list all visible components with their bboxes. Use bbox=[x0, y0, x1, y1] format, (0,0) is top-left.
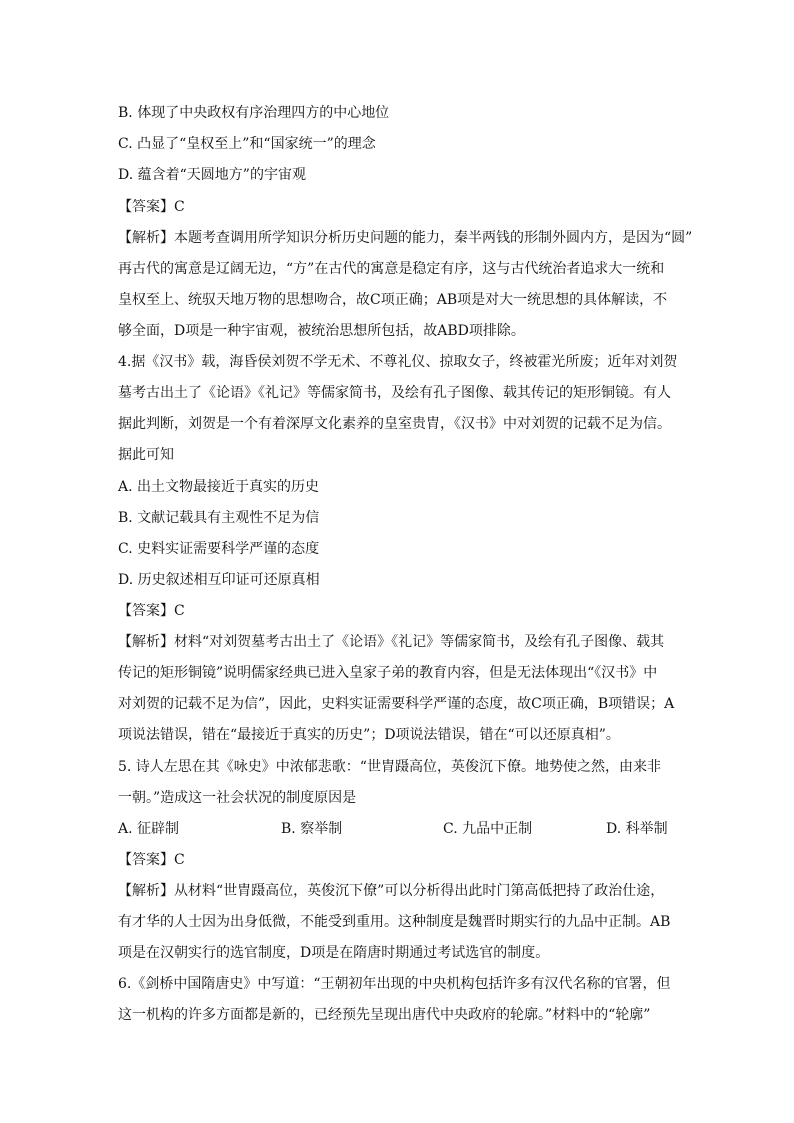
analysis-q5-line1: 【解析】从材料“世胄蹑高位，英俊沉下僚”可以分析得出此时门第高低把持了政治仕途， bbox=[118, 883, 665, 899]
question-5-line2: 一朝。”造成这一社会状况的制度原因是 bbox=[118, 790, 357, 806]
question-4-line4: 据此可知 bbox=[118, 447, 174, 463]
analysis-q3-line3: 皇权至上、统驭天地万物的思想吻合，故C项正确；AB项是对大一统思想的具体解读，不 bbox=[118, 292, 668, 308]
analysis-q3-line1: 【解析】本题考查调用所学知识分析历史问题的能力，秦半两钱的形制外圆内方，是因为“圆” bbox=[118, 230, 693, 246]
analysis-q5-line3: 项是在汉朝实行的选官制度，D项是在隋唐时期通过考试选官的制度。 bbox=[118, 945, 550, 961]
q5-options-row bbox=[118, 819, 678, 839]
analysis-q3-line4: 够全面，D项是一种宇宙观，被统治思想所包括，故ABD项排除。 bbox=[118, 323, 525, 339]
analysis-q5-line2: 有才华的人士因为出身低微，不能受到重用。这种制度是魏晋时期实行的九品中正制。AB bbox=[118, 914, 671, 930]
option-d-q3: D. 蕴含着“天圆地方”的宇宙观 bbox=[118, 167, 306, 183]
option-b-q3: B. 体现了中央政权有序治理四方的中心地位 bbox=[118, 105, 390, 121]
analysis-q4-line4: 项说法错误，错在“最接近于真实的历史”；D项说法错误，错在“可以还原真相”。 bbox=[118, 727, 620, 743]
question-4-line2: 墓考古出土了《论语》《礼记》等儒家简书，及绘有孔子图像、载其传记的矩形铜镜。有人 bbox=[118, 385, 671, 401]
answer-q5: 【答案】C bbox=[118, 852, 185, 868]
option-c-q3: C. 凸显了“皇权至上”和“国家统一”的理念 bbox=[118, 136, 376, 152]
option-b-q4: B. 文献记载具有主观性不足为信 bbox=[118, 510, 320, 526]
option-d-q4: D. 历史叙述相互印证可还原真相 bbox=[118, 572, 320, 588]
question-6-line1: 6.《剑桥中国隋唐史》中写道：“王朝初年出现的中央机构包括许多有汉代名称的官署，但 bbox=[118, 976, 671, 992]
answer-q4: 【答案】C bbox=[118, 603, 185, 619]
answer-q3: 【答案】C bbox=[118, 199, 185, 215]
option-a-q5: A. 征辟制 bbox=[118, 821, 180, 837]
question-6-line2: 这一机构的许多方面都是新的，已经预先呈现出唐代中央政府的轮廓。”材料中的“轮廓” bbox=[118, 1007, 651, 1023]
option-a-q4: A. 出土文物最接近于真实的历史 bbox=[118, 479, 320, 495]
option-c-q4: C. 史料实证需要科学严谨的态度 bbox=[118, 541, 320, 557]
option-c-q5: C. 九品中正制 bbox=[443, 821, 533, 837]
question-4-line1: 4.据《汉书》载，海昏侯刘贺不学无术、不尊礼仪、掠取女子，终被霍光所废；近年对刘贺 bbox=[118, 354, 678, 370]
option-d-q5: D. 科举制 bbox=[606, 821, 668, 837]
question-5-line1: 5. 诗人左思在其《咏史》中浓郁悲歌：“世胄蹑高位，英俊沉下僚。地势使之然，由来非 bbox=[118, 759, 661, 775]
analysis-q4-line1: 【解析】材料“对刘贺墓考古出土了《论语》《礼记》等儒家简书，及绘有孔子图像、载其 bbox=[118, 634, 665, 650]
analysis-q4-line2: 传记的矩形铜镜”说明儒家经典已进入皇家子弟的教育内容，但是无法体现出“《汉书》中 bbox=[118, 665, 658, 681]
analysis-q4-line3: 对刘贺的记载不足为信”，因此，史料实证需要科学严谨的态度，故C项正确，B项错误；A bbox=[118, 696, 675, 712]
question-4-line3: 据此判断，刘贺是一个有着深厚文化素养的皇室贵胄，《汉书》中对刘贺的记载不足为信。 bbox=[118, 416, 671, 432]
analysis-q3-line2: 再古代的寓意是辽阔无边，“方”在古代的寓意是稳定有序，这与古代统治者追求大一统和 bbox=[118, 261, 665, 277]
option-b-q5: B. 察举制 bbox=[281, 821, 343, 837]
